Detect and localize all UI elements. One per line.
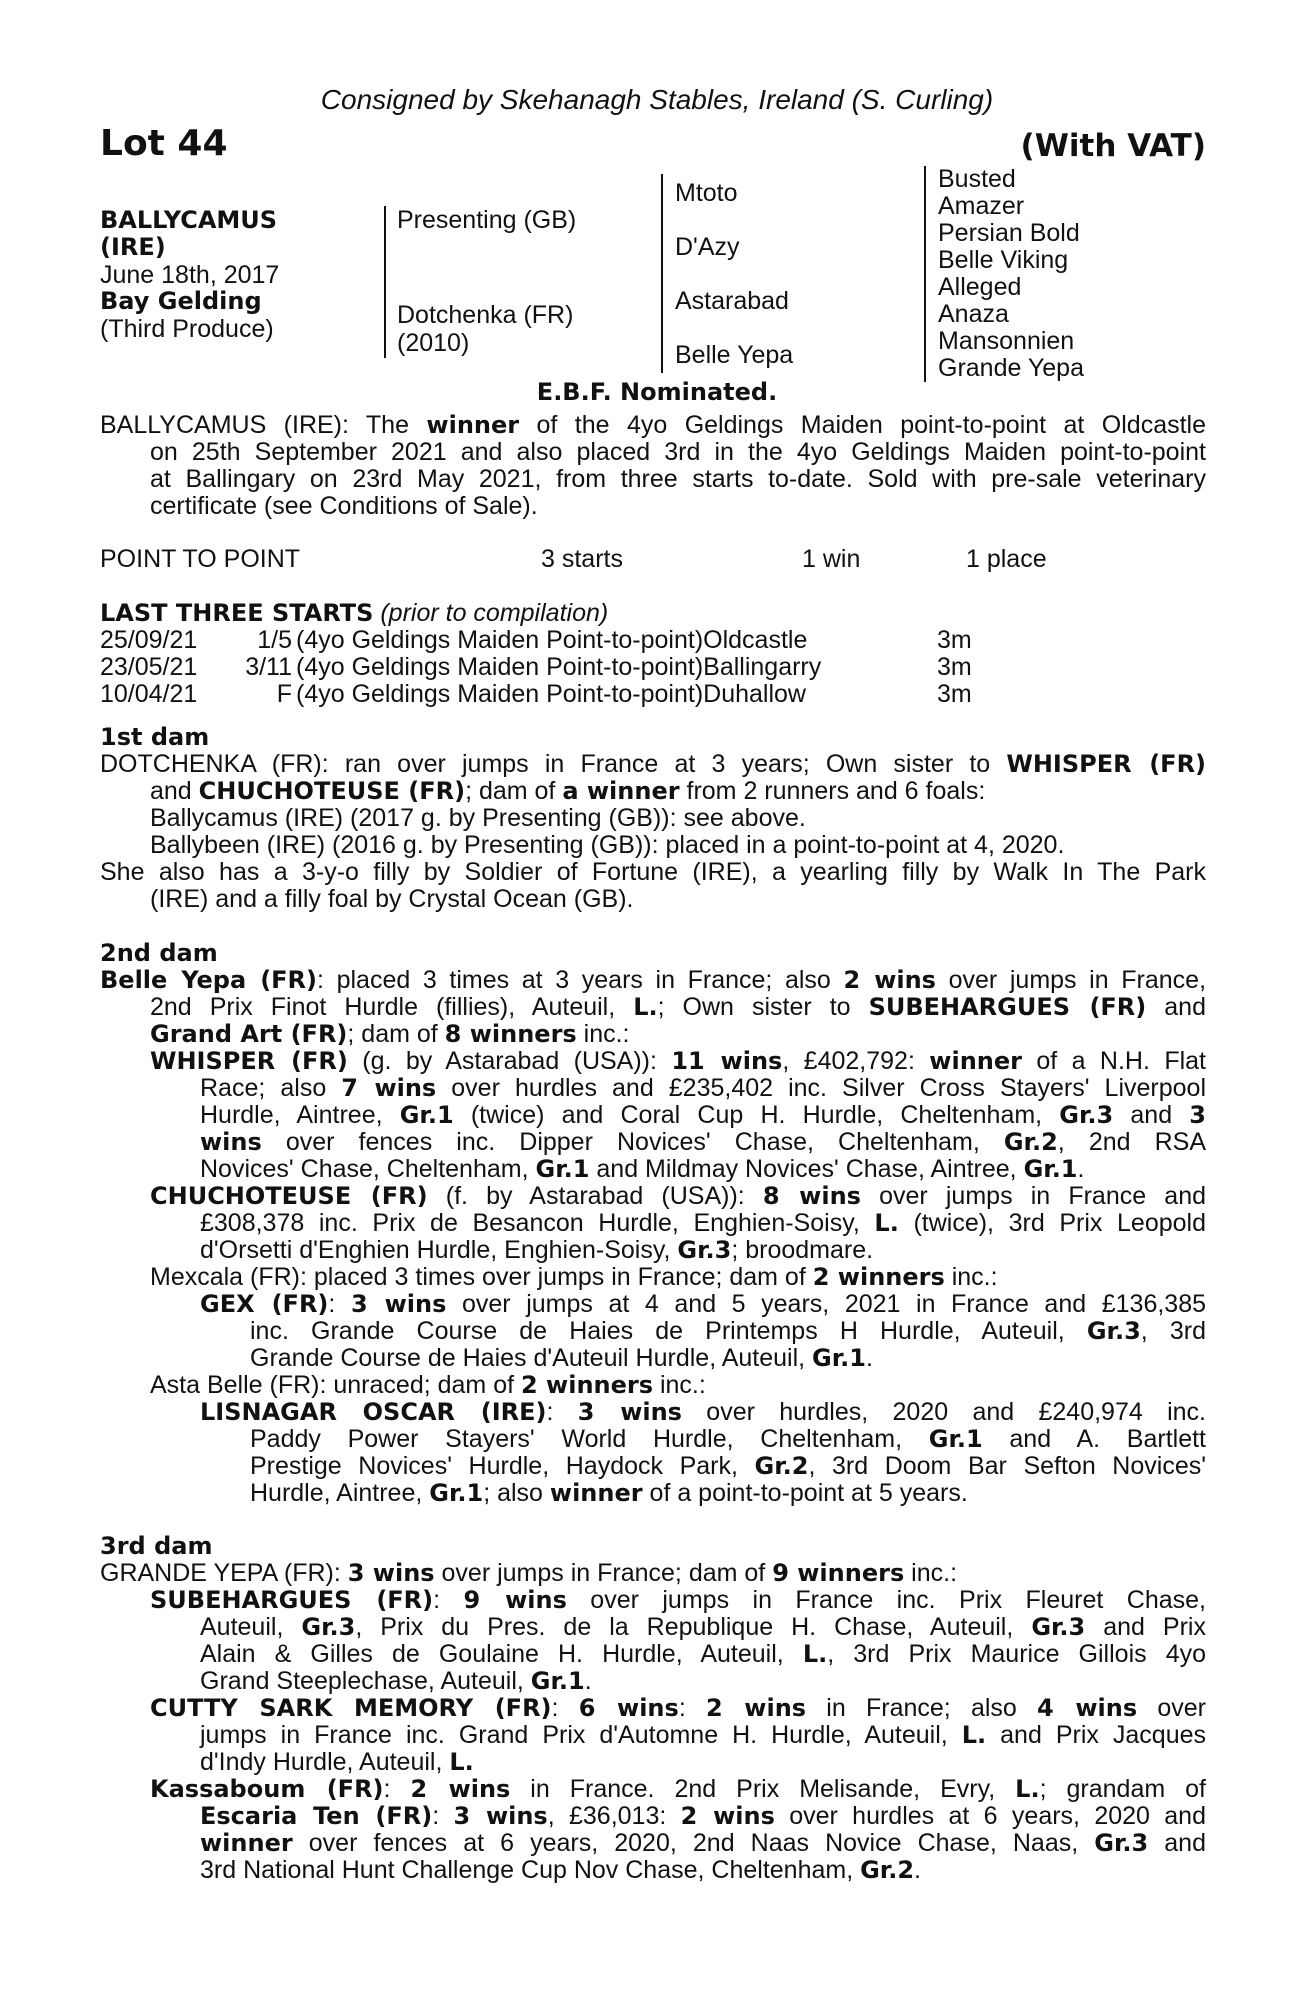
- text-line: Grand Art (FR); dam of 8 winners inc.:: [150, 1020, 630, 1048]
- last-starts-race: (4yo Geldings Maiden Point-to-point)Ballingarry: [296, 653, 822, 681]
- text-line: Alain & Gilles de Goulaine H. Hurdle, Auteuil, L., 3rd Prix Maurice Gillois 4yo: [200, 1640, 1206, 1668]
- pedigree-dam: Dotchenka (FR): [397, 301, 574, 329]
- text-line: Grande Course de Haies d'Auteuil Hurdle, Auteuil, Gr.1.: [250, 1344, 873, 1372]
- text-line: d'Indy Hurdle, Auteuil, L.: [200, 1748, 474, 1776]
- text-line: jumps in France inc. Grand Prix d'Automne H. Hurdle, Auteuil, L. and Prix Jacques: [200, 1721, 1207, 1749]
- pedigree-gen3-item: Persian Bold: [938, 219, 1080, 247]
- pedigree-gen2-item: Astarabad: [675, 287, 789, 315]
- last-starts-date: 23/05/21: [100, 653, 198, 681]
- record-label: POINT TO POINT: [100, 545, 301, 573]
- last-starts-heading: LAST THREE STARTS (prior to compilation): [100, 599, 609, 627]
- last-starts-date: 25/09/21: [100, 626, 198, 654]
- pedigree-divider-2: [661, 174, 663, 373]
- pedigree-gen2-item: Mtoto: [675, 179, 738, 207]
- pedigree-divider-1: [384, 206, 386, 358]
- text-line: Prestige Novices' Hurdle, Haydock Park, Gr.2, 3rd Doom Bar Sefton Novices': [250, 1452, 1206, 1480]
- foaling-date: June 18th, 2017: [100, 261, 280, 289]
- text-line: Escaria Ten (FR): 3 wins, £36,013: 2 wins over hurdles at 6 years, 2020 and: [200, 1802, 1206, 1830]
- text-line: £308,378 inc. Prix de Besancon Hurdle, Enghien-Soisy, L. (twice), 3rd Prix Leopold: [200, 1209, 1206, 1237]
- text-line: Hurdle, Aintree, Gr.1 (twice) and Coral Cup H. Hurdle, Cheltenham, Gr.3 and 3: [200, 1101, 1206, 1129]
- horse-name: BALLYCAMUS: [100, 206, 278, 234]
- horse-sex: Bay Gelding: [100, 287, 262, 315]
- text-line: 3rd National Hunt Challenge Cup Nov Chase, Cheltenham, Gr.2.: [200, 1856, 921, 1884]
- last-starts-race: (4yo Geldings Maiden Point-to-point)Duhallow: [296, 680, 806, 708]
- text-line: Mexcala (FR): placed 3 times over jumps in France; dam of 2 winners inc.:: [150, 1263, 998, 1291]
- last-starts-pos: 3/11: [245, 653, 292, 681]
- text-line: Kassaboum (FR): 2 wins in France. 2nd Prix Melisande, Evry, L.; grandam of: [150, 1775, 1206, 1803]
- pedigree-gen3-item: Mansonnien: [938, 327, 1075, 355]
- text-line: LISNAGAR OSCAR (IRE): 3 wins over hurdles, 2020 and £240,974 inc.: [200, 1398, 1206, 1426]
- text-line: Novices' Chase, Cheltenham, Gr.1 and Mildmay Novices' Chase, Aintree, Gr.1.: [200, 1155, 1085, 1183]
- last-starts-pos: F: [276, 680, 292, 708]
- pedigree-gen3-item: Grande Yepa: [938, 354, 1084, 382]
- text-line: and CHUCHOTEUSE (FR); dam of a winner from 2 runners and 6 foals:: [150, 777, 986, 805]
- pedigree-gen2-item: Belle Yepa: [675, 341, 794, 369]
- text-line: Grand Steeplechase, Auteuil, Gr.1.: [200, 1667, 592, 1695]
- text-line: certificate (see Conditions of Sale).: [150, 492, 538, 520]
- last-starts-date: 10/04/21: [100, 680, 198, 708]
- text-line: wins over fences inc. Dipper Novices' Chase, Cheltenham, Gr.2, 2nd RSA: [200, 1128, 1207, 1156]
- text-line: GRANDE YEPA (FR): 3 wins over jumps in France; dam of 9 winners inc.:: [100, 1559, 958, 1587]
- text-line: Ballybeen (IRE) (2016 g. by Presenting (GB)): placed in a point-to-point at 4, 2020.: [150, 831, 1065, 859]
- text-line: SUBEHARGUES (FR): 9 wins over jumps in France inc. Prix Fleuret Chase,: [150, 1586, 1206, 1614]
- pedigree-gen2-item: D'Azy: [675, 233, 740, 261]
- text-line: CHUCHOTEUSE (FR) (f. by Astarabad (USA)): 8 wins over jumps in France and: [150, 1182, 1206, 1210]
- consignor-line: Consigned by Skehanagh Stables, Ireland (S. Curling): [320, 84, 994, 115]
- section-heading: 2nd dam: [100, 939, 218, 967]
- pedigree-gen3-item: Anaza: [938, 300, 1009, 328]
- text-line: d'Orsetti d'Enghien Hurdle, Enghien-Soisy, Gr.3; broodmare.: [200, 1236, 874, 1264]
- last-starts-dist: 3m: [937, 680, 972, 708]
- section-heading: 1st dam: [100, 723, 210, 751]
- pedigree-gen3-item: Amazer: [938, 192, 1025, 220]
- last-starts-pos: 1/5: [257, 626, 292, 654]
- record-places: 1 place: [966, 545, 1047, 573]
- text-line: BALLYCAMUS (IRE): The winner of the 4yo Geldings Maiden point-to-point at Oldcastle: [100, 411, 1207, 439]
- text-line: Ballycamus (IRE) (2017 g. by Presenting (GB)): see above.: [150, 804, 806, 832]
- pedigree-gen3-item: Alleged: [938, 273, 1022, 301]
- section-heading: 3rd dam: [100, 1532, 213, 1560]
- last-starts-dist: 3m: [937, 653, 972, 681]
- last-starts-dist: 3m: [937, 626, 972, 654]
- text-line: GEX (FR): 3 wins over jumps at 4 and 5 years, 2021 in France and £136,385: [200, 1290, 1207, 1318]
- produce-note: (Third Produce): [100, 315, 274, 343]
- pedigree-gen3-item: Busted: [938, 165, 1016, 193]
- text-line: Auteuil, Gr.3, Prix du Pres. de la Republique H. Chase, Auteuil, Gr.3 and Prix: [200, 1613, 1206, 1641]
- pedigree-sire: Presenting (GB): [397, 206, 577, 234]
- vat-status: (With VAT): [1020, 128, 1206, 164]
- text-line: Paddy Power Stayers' World Hurdle, Cheltenham, Gr.1 and A. Bartlett: [250, 1425, 1206, 1453]
- text-line: inc. Grande Course de Haies de Printemps H Hurdle, Auteuil, Gr.3, 3rd: [250, 1317, 1207, 1345]
- horse-country: (IRE): [100, 233, 166, 261]
- pedigree-gen3-item: Belle Viking: [938, 246, 1069, 274]
- text-line: winner over fences at 6 years, 2020, 2nd Naas Novice Chase, Naas, Gr.3 and: [200, 1829, 1206, 1857]
- text-line: (IRE) and a filly foal by Crystal Ocean (GB).: [150, 885, 634, 913]
- text-line: Race; also 7 wins over hurdles and £235,402 inc. Silver Cross Stayers' Liverpool: [200, 1074, 1206, 1102]
- text-line: 2nd Prix Finot Hurdle (fillies), Auteuil, L.; Own sister to SUBEHARGUES (FR) and: [150, 993, 1206, 1021]
- text-line: Hurdle, Aintree, Gr.1; also winner of a point-to-point at 5 years.: [250, 1479, 968, 1507]
- text-line: Belle Yepa (FR): placed 3 times at 3 years in France; also 2 wins over jumps in France,: [100, 966, 1207, 994]
- pedigree-dam-year: (2010): [397, 329, 470, 357]
- record-wins: 1 win: [802, 545, 861, 573]
- lot-number: Lot 44: [100, 123, 228, 164]
- text-line: CUTTY SARK MEMORY (FR): 6 wins: 2 wins in France; also 4 wins over: [150, 1694, 1207, 1722]
- pedigree-divider-3: [924, 166, 926, 382]
- text-line: Asta Belle (FR): unraced; dam of 2 winners inc.:: [150, 1371, 706, 1399]
- last-starts-race: (4yo Geldings Maiden Point-to-point)Oldcastle: [296, 626, 808, 654]
- record-starts: 3 starts: [541, 545, 623, 573]
- text-line: DOTCHENKA (FR): ran over jumps in France at 3 years; Own sister to WHISPER (FR): [100, 750, 1207, 778]
- text-line: at Ballingary on 23rd May 2021, from three starts to-date. Sold with pre-sale veterinary: [150, 465, 1206, 493]
- text-line: She also has a 3-y-o filly by Soldier of Fortune (IRE), a yearling filly by Walk In The Park: [100, 858, 1206, 886]
- text-line: WHISPER (FR) (g. by Astarabad (USA)): 11 wins, £402,792: winner of a N.H. Flat: [150, 1047, 1207, 1075]
- ebf-status: E.B.F. Nominated.: [536, 378, 778, 406]
- text-line: on 25th September 2021 and also placed 3rd in the 4yo Geldings Maiden point-to-point: [150, 438, 1206, 466]
